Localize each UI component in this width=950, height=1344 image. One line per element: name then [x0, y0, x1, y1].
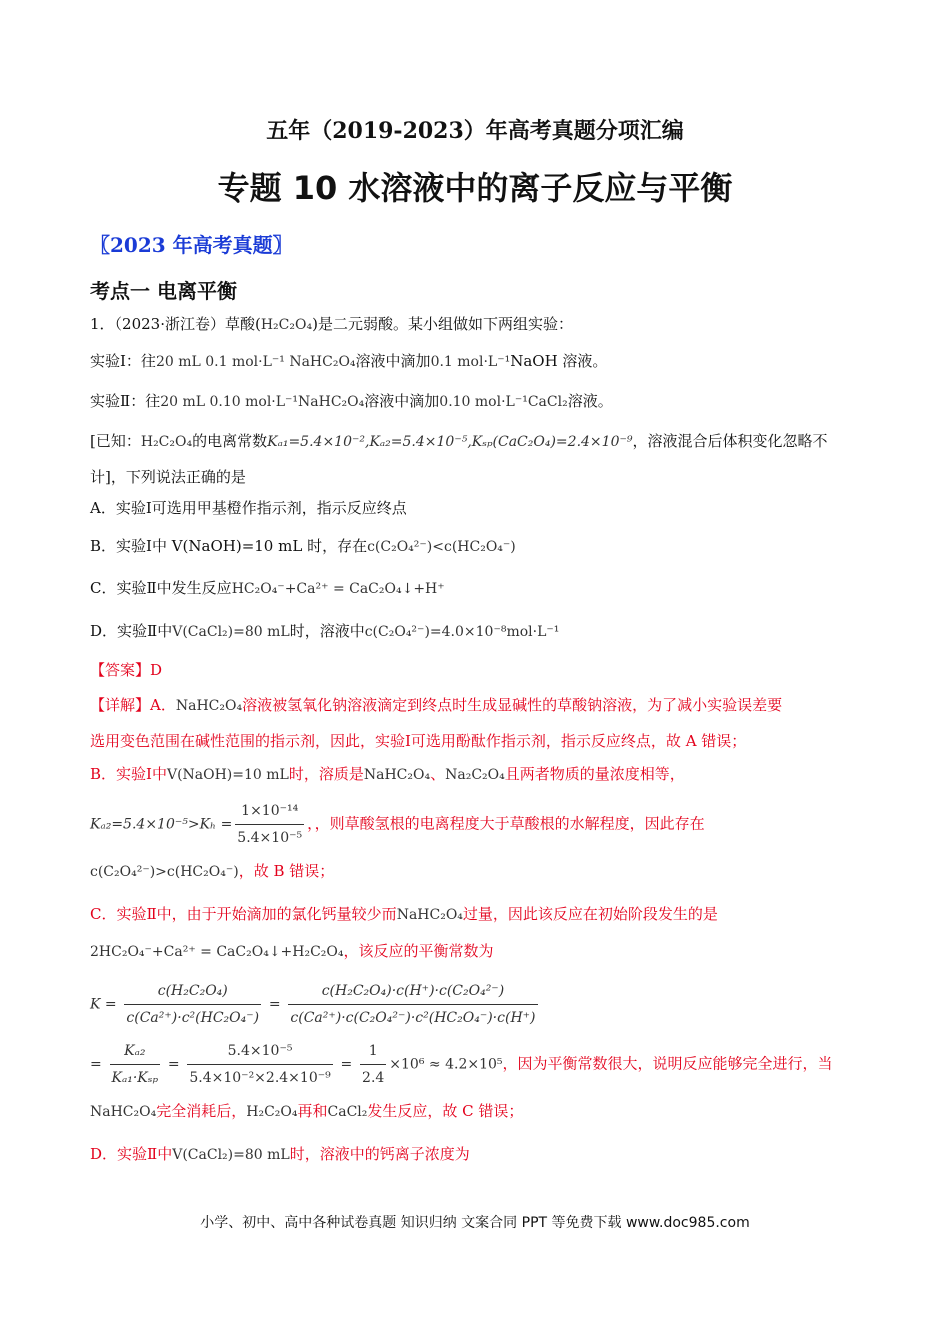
section-heading: 考点一 电离平衡 [90, 279, 237, 303]
year-heading: 〖2023 年高考真题〗 [90, 233, 293, 257]
question-stem: 1．（2023·浙江卷）草酸(H₂C₂O₄)是二元弱酸。某小组做如下两组实验： [90, 315, 573, 333]
detail-a: 【详解】A．NaHC₂O₄溶液被氢氧化钠溶液滴定到终点时生成显碱性的草酸钠溶液，为了减小实验误差要 [90, 696, 783, 714]
option-d: D．实验Ⅱ中V(CaCl₂)=80 mL时，溶液中c(C₂O₄²⁻)=4.0×10⁻⁸mol·L⁻¹ [90, 622, 560, 640]
experiment-1: 实验Ⅰ：往20 mL 0.1 mol·L⁻¹ NaHC₂O₄溶液中滴加0.1 mol·L⁻¹NaOH 溶液。 [90, 352, 608, 370]
detail-c-reaction: 2HC₂O₄⁻+Ca²⁺ = CaC₂O₄↓+H₂C₂O₄，该反应的平衡常数为 [90, 942, 494, 960]
detail-c-cont: NaHC₂O₄完全消耗后，H₂C₂O₄再和CaCl₂发生反应，故 C 错误； [90, 1102, 524, 1120]
experiment-2: 实验Ⅱ：往20 mL 0.10 mol·L⁻¹NaHC₂O₄溶液中滴加0.10 mol·L⁻¹CaCl₂溶液。 [90, 392, 613, 410]
detail-b: B．实验Ⅰ中V(NaOH)=10 mL时，溶质是NaHC₂O₄、Na₂C₂O₄且两者物质的量浓度相等， [90, 765, 685, 783]
detail-d: D．实验Ⅱ中V(CaCl₂)=80 mL时，溶液中的钙离子浓度为 [90, 1145, 470, 1163]
detail-a-cont: 选用变色范围在碱性范围的指示剂，因此，实验Ⅰ可选用酚酞作指示剂，指示反应终点，故 A 错误； [90, 732, 747, 750]
answer: 【答案】D [90, 661, 163, 679]
super-title: 五年（2019-2023）年高考真题分项汇编 [266, 118, 684, 144]
detail-b-result: c(C₂O₄²⁻)>c(HC₂O₄⁻)，故 B 错误； [90, 862, 335, 880]
detail-c-k-value: = $\frac{\text{Kₐ₂}}{\text{Kₐ₁·Kₛₚ}}$ = $\frac{\text{5.4×10⁻⁵}}{\text{5.4×10⁻²×2.4×10⁻⁹}}$ = $\frac{1}{2.4}$ ×10⁶ ≈ 4.2×10⁵，因为平衡常数很大，说明反应能够完全进行，当 [90, 1040, 833, 1089]
known-data: [已知：H₂C₂O₄的电离常数Kₐ₁=5.4×10⁻²,Kₐ₂=5.4×10⁻⁵,Kₛₚ(CaC₂O₄)=2.4×10⁻⁹，溶液混合后体积变化忽略不 [90, 432, 828, 450]
option-c: C．实验Ⅱ中发生反应HC₂O₄⁻+Ca²⁺ = CaC₂O₄↓+H⁺ [90, 579, 445, 597]
detail-b-kh: Kₐ₂=5.4×10⁻⁵>Kₕ = $\frac{\text{1×10⁻¹⁴}}{\text{5.4×10⁻⁵}}$ ，，则草酸氢根的电离程度大于草酸根的水解程度，因此存在 [90, 800, 705, 849]
known-data-cont: 计]，下列说法正确的是 [90, 468, 246, 486]
option-a: A．实验Ⅰ可选用甲基橙作指示剂，指示反应终点 [90, 499, 407, 517]
detail-c: C．实验Ⅱ中，由于开始滴加的氯化钙量较少而NaHC₂O₄过量，因此该反应在初始阶段发生的是 [90, 905, 718, 923]
option-b: B．实验Ⅰ中 V(NaOH)=10 mL 时，存在c(C₂O₄²⁻)<c(HC₂O₄⁻) [90, 537, 516, 555]
footer: 小学、初中、高中各种试卷真题 知识归纳 文案合同 PPT 等免费下载 www.doc985.com [200, 1215, 750, 1231]
main-title: 专题 10 水溶液中的离子反应与平衡 [217, 169, 733, 207]
detail-c-k-expression: K = $\frac{\text{c(H₂C₂O₄)}}{\text{c(Ca²⁺)·c²(HC₂O₄⁻)}}$ = $\frac{\text{c(H₂C₂O₄)·c(H⁺)·c(C₂O₄²⁻)}}{\text{c(Ca²⁺)·c(C₂O₄²⁻)·c²(HC₂O₄⁻)·c(H⁺)}}$ [90, 980, 541, 1029]
